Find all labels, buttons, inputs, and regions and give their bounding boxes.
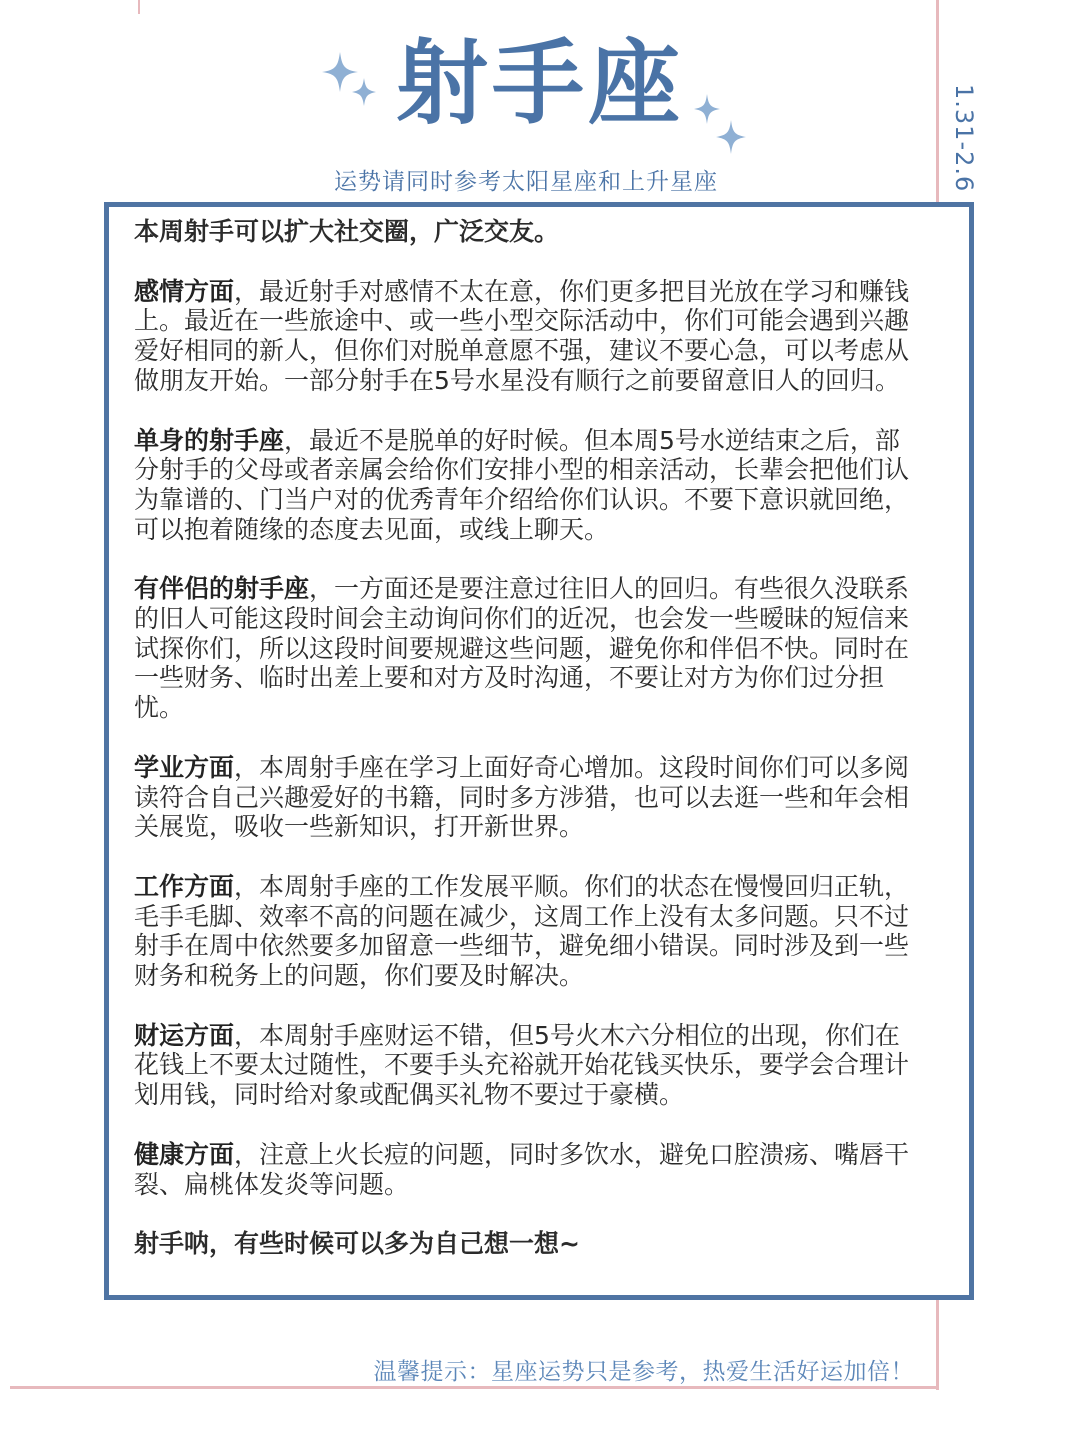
section-heading: 学业方面 [134,752,235,782]
intro-paragraph: 本周射手可以扩大社交圈，广泛交友。 [134,217,560,246]
section-wealth [134,1021,924,1110]
section-single [134,426,924,545]
section-love [134,277,924,396]
section-text: ，注意上火长痘的问题，同时多饮水，避免口腔溃疡、嘴唇干裂、扁桃体发炎等问题。 [134,1139,910,1199]
section-text: ，最近射手对感情不太在意，你们更多把目光放在学习和赚钱上。最近在一些旅途中、或一些小型交际活动中，你们可能会遇到兴趣爱好相同的新人，但你们对脱单意愿不强，建议不要心急，可以考虑从做朋友开始。一部分射手在5号水星没有顺行之前要留意旧人的回归。 [134,276,910,395]
section-text: ，本周射手座在学习上面好奇心增加。这段时间你们可以多阅读符合自己兴趣爱好的书籍，同时多方涉猎，也可以去逛一些和年会相关展览，吸收一些新知识，打开新世界。 [134,752,910,842]
section-text: ，一方面还是要注意过往旧人的回归。有些很久没联系的旧人可能这段时间会主动询问你们的近况，也会发一些暧昧的短信来试探你们，所以这段时间要规避这些问题，避免你和伴侣不快。同时在一些财务、临时出差上要和对方及时沟通，不要让对方为你们过分担忧。 [134,574,910,723]
section-text: ，本周射手座财运不错，但5号火木六分相位的出现，你们在花钱上不要太过随性，不要手头充裕就开始花钱买快乐，要学会合理计划用钱，同时给对象或配偶买礼物不要过于豪横。 [134,1020,910,1110]
section-heading: 单身的射手座 [134,425,285,455]
section-text: ，最近不是脱单的好时候。但本周5号水逆结束之后，部分射手的父母或者亲属会给你们安排小型的相亲活动，长辈会把他们认为靠谱的、门当户对的优秀青年介绍给你们认识。不要下意识就回绝，可以抱着随缘的态度去见面，或线上聊天。 [134,425,910,544]
section-work [134,872,924,991]
date-range: 1.31-2.6 [950,83,978,193]
section-text: ，本周射手座的工作发展平顺。你们的状态在慢慢回归正轨，毛手毛脚、效率不高的问题在减少，这周工作上没有太多问题。只不过射手在周中依然要多加留意一些细节，避免细小错误。同时涉及到一些财务和税务上的问题，你们要及时解决。 [134,871,910,991]
page-title: 射手座 [395,30,684,137]
page-subtitle: 运势请同时参考太阳星座和上升星座 [334,169,718,195]
footer-tip: 温馨提示：星座运势只是参考，热爱生活好运加倍！ [373,1359,914,1385]
section-partnered [134,574,924,723]
section-heading: 工作方面 [134,871,235,901]
section-study [134,753,924,842]
section-heading: 有伴侣的射手座 [134,574,310,604]
section-heading: 健康方面 [134,1139,235,1169]
closing-paragraph: 射手呐，有些时候可以多为自己想一想~ [134,1229,580,1259]
section-heading: 感情方面 [134,276,235,306]
horoscope-content [134,217,924,1289]
pink-horizontal-line [10,1386,939,1389]
decorative-tick [138,0,140,14]
section-heading: 财运方面 [134,1020,235,1050]
section-health [134,1140,924,1199]
